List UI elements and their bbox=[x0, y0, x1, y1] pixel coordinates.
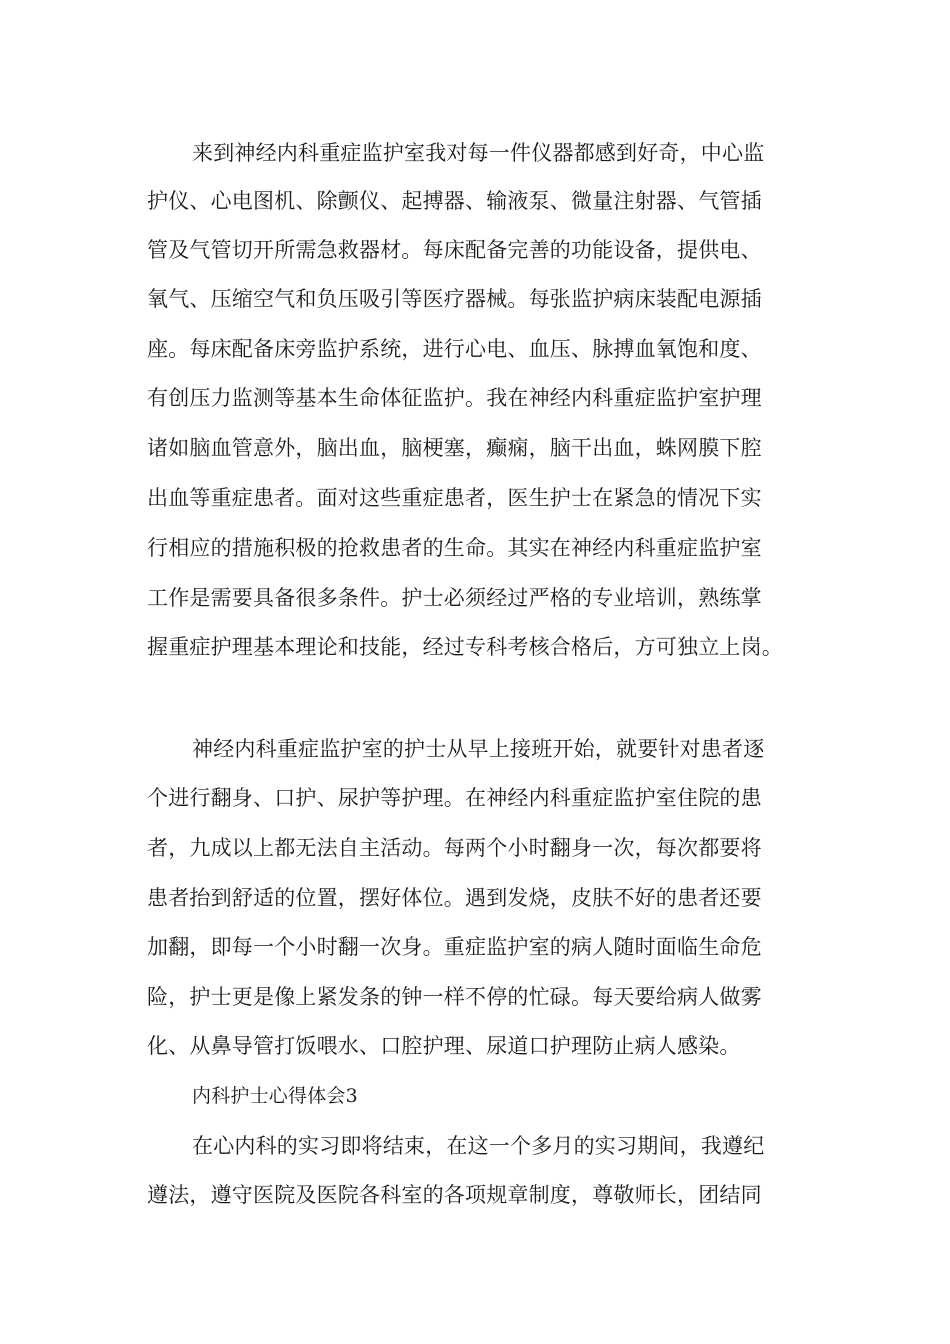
paragraph-1-line-8: 出血等重症患者。面对这些重症患者，医生护士在紧急的情况下实 bbox=[147, 486, 762, 510]
paragraph-1-line-6: 有创压力监测等基本生命体征监护。我在神经内科重症监护室护理 bbox=[147, 386, 762, 410]
paragraph-2-line-1: 神经内科重症监护室的护士从早上接班开始，就要针对患者逐 bbox=[192, 737, 765, 761]
paragraph-1-line-4: 氧气、压缩空气和负压吸引等医疗器械。每张监护病床装配电源插 bbox=[147, 287, 762, 311]
paragraph-3-line-1: 在心内科的实习即将结束，在这一个多月的实习期间，我遵纪 bbox=[192, 1134, 765, 1158]
paragraph-1-line-5: 座。每床配备床旁监护系统，进行心电、血压、脉搏血氧饱和度、 bbox=[147, 337, 762, 361]
paragraph-2-line-6: 险，护士更是像上紧发条的钟一样不停的忙碌。每天要给病人做雾 bbox=[147, 985, 762, 1009]
paragraph-1-line-10: 工作是需要具备很多条件。护士必须经过严格的专业培训，熟练掌 bbox=[147, 586, 762, 610]
paragraph-1-line-9: 行相应的措施积极的抢救患者的生命。其实在神经内科重症监护室 bbox=[147, 536, 762, 560]
paragraph-1-line-7: 诸如脑血管意外，脑出血，脑梗塞，癫痫，脑干出血，蛛网膜下腔 bbox=[147, 436, 762, 460]
paragraph-1-line-11: 握重症护理基本理论和技能，经过专科考核合格后，方可独立上岗。 bbox=[147, 635, 783, 659]
paragraph-2-line-5: 加翻，即每一个小时翻一次身。重症监护室的病人随时面临生命危 bbox=[147, 935, 762, 959]
paragraph-1-line-3: 管及气管切开所需急救器材。每床配备完善的功能设备，提供电、 bbox=[147, 238, 762, 262]
paragraph-3-line-2: 遵法，遵守医院及医院各科室的各项规章制度，尊敬师长，团结同 bbox=[147, 1183, 762, 1207]
paragraph-2-line-2: 个进行翻身、口护、尿护等护理。在神经内科重症监护室住院的患 bbox=[147, 786, 762, 810]
paragraph-2-line-7: 化、从鼻导管打饭喂水、口腔护理、尿道口护理防止病人感染。 bbox=[147, 1034, 741, 1058]
paragraph-2-line-3: 者，九成以上都无法自主活动。每两个小时翻身一次，每次都要将 bbox=[147, 836, 762, 860]
section-heading: 内科护士心得体会3 bbox=[192, 1085, 358, 1107]
paragraph-2-line-4: 患者抬到舒适的位置，摆好体位。遇到发烧，皮肤不好的患者还要 bbox=[147, 886, 762, 910]
paragraph-1-line-2: 护仪、心电图机、除颤仪、起搏器、输液泵、微量注射器、气管插 bbox=[147, 189, 762, 213]
paragraph-1-line-1: 来到神经内科重症监护室我对每一件仪器都感到好奇，中心监 bbox=[192, 141, 765, 165]
